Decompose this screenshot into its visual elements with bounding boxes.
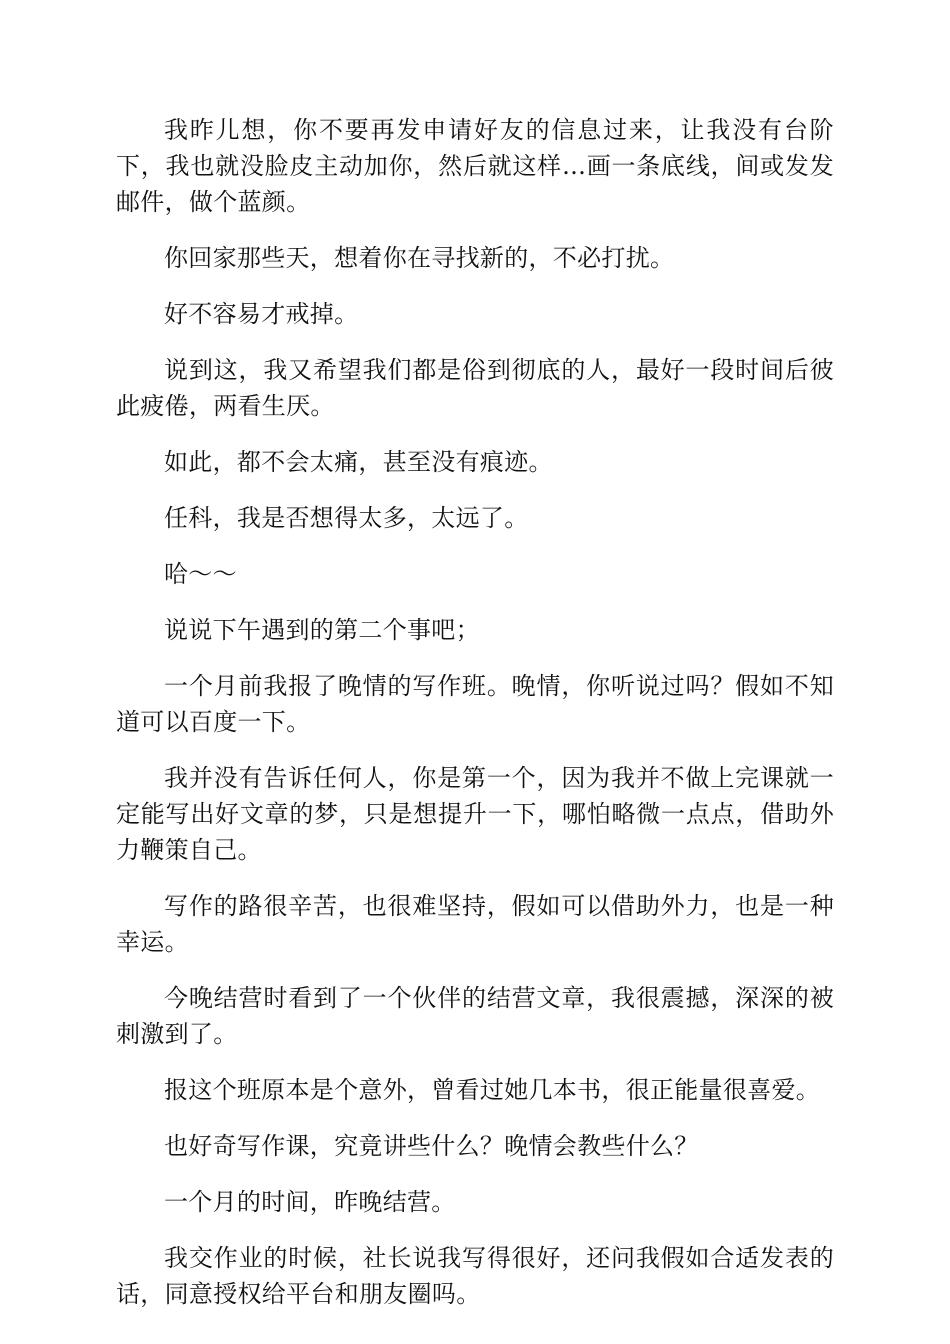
paragraph-14: 也好奇写作课，究竟讲些什么？晚情会教些什么？ <box>164 1132 699 1160</box>
paragraph-2: 你回家那些天，想着你在寻找新的，不必打扰。 <box>164 244 675 272</box>
paragraph-5: 如此，都不会太痛，甚至没有痕迹。 <box>164 448 553 476</box>
paragraph-3: 好不容易才戒掉。 <box>164 300 359 328</box>
paragraph-4: 说到这，我又希望我们都是俗到彻底的人，最好一段时间后彼此疲倦，两看生厌。 <box>116 356 834 420</box>
paragraph-12: 今晚结营时看到了一个伙伴的结营文章，我很震撼，深深的被刺激到了。 <box>116 984 834 1048</box>
paragraph-11: 写作的路很辛苦，也很难坚持，假如可以借助外力，也是一种幸运。 <box>116 892 834 956</box>
paragraph-7: 哈～～ <box>164 560 237 588</box>
paragraph-16: 我交作业的时候，社长说我写得很好，还问我假如合适发表的话，同意授权给平台和朋友圈吗。 <box>116 1244 834 1308</box>
paragraph-15: 一个月的时间，昨晚结营。 <box>164 1188 456 1216</box>
paragraph-9: 一个月前我报了晚情的写作班。晚情，你听说过吗？假如不知道可以百度一下。 <box>116 672 834 736</box>
paragraph-6: 任科，我是否想得太多，太远了。 <box>164 504 529 532</box>
paragraph-1: 我昨儿想，你不要再发申请好友的信息过来，让我没有台阶下，我也就没脸皮主动加你，然后就这样…画一条底线，间或发发邮件，做个蓝颜。 <box>116 116 834 216</box>
paragraph-13: 报这个班原本是个意外，曾看过她几本书，很正能量很喜爱。 <box>164 1076 821 1104</box>
paragraph-10: 我并没有告诉任何人，你是第一个，因为我并不做上完课就一定能写出好文章的梦，只是想提升一下，哪怕略微一点点，借助外力鞭策自己。 <box>116 764 834 864</box>
paragraph-8: 说说下午遇到的第二个事吧； <box>164 616 480 644</box>
